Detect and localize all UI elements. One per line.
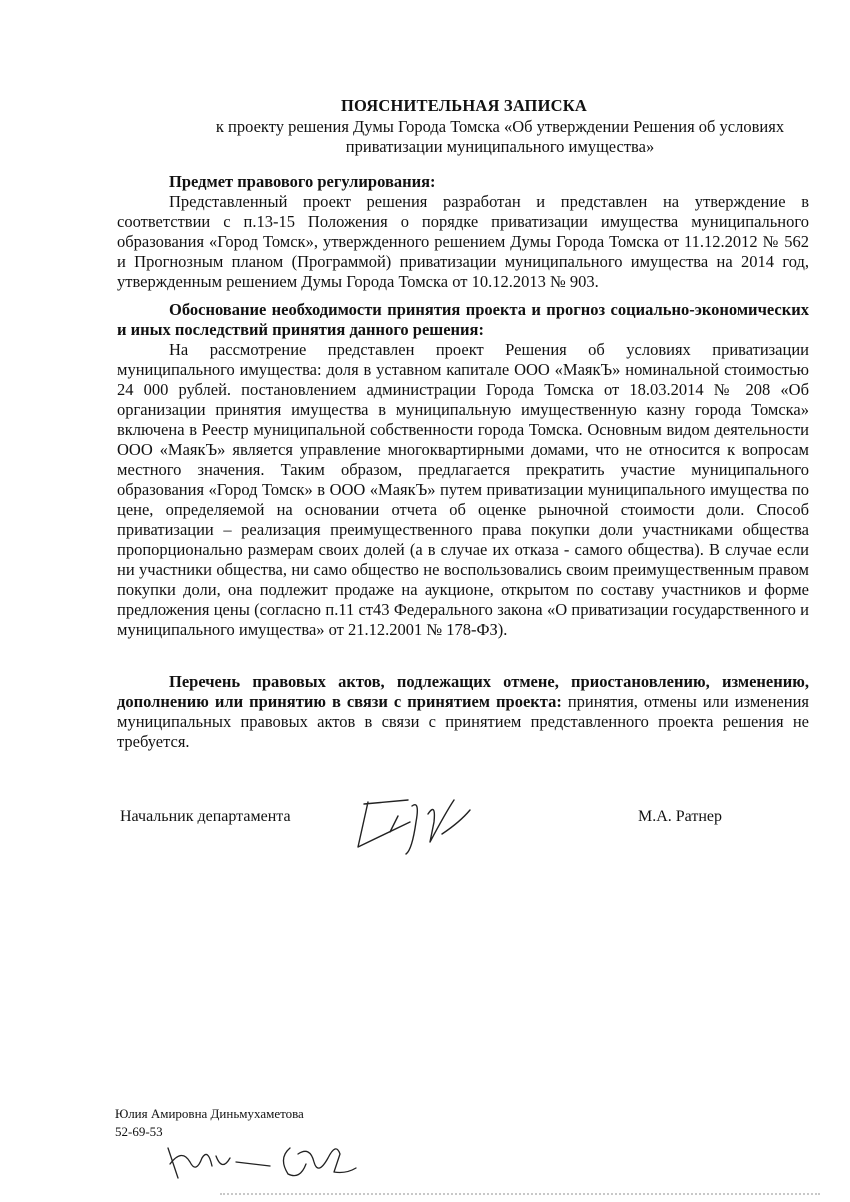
document-subtitle (150, 117, 850, 157)
section-regulation (117, 172, 809, 292)
section-justification-heading: Обоснование необходимости принятия проекта и прогноз социально-экономических и иных последствий принятия данного решения: (117, 300, 809, 339)
section-legal-acts-heading: Перечень правовых актов, подлежащих отмене, приостановлению, изменению, дополнению или принятию в связи с принятием проекта: (117, 672, 809, 711)
section-legal-acts-text: принятия, отмены или изменения муниципальных правовых актов в связи с принятием представленного проекта решения не требуется. (117, 692, 810, 751)
section-justification (117, 300, 809, 640)
section-regulation-heading: Предмет правового регулирования: (169, 172, 436, 191)
approval-initials (160, 1128, 380, 1188)
subtitle-line-2: приватизации муниципального имущества» (345, 137, 655, 156)
signature-image (350, 792, 500, 862)
section-regulation-text: Представленный проект решения разработан и представлен на утверждение в соответствии с п.13-15 Положения о порядке приватизации имущества муниципального образования «Город Томск», утвержденного решением Думы Города Томска от 11.12.2012 № 562 и Прогнозным планом (Программой) приватизации муниципального имущества на 2014 год, утвержденным решением Думы Города Томска от 10.12.2013 № 903. (117, 192, 809, 291)
signatory-name: М.А. Ратнер (638, 808, 723, 825)
signatory-position: Начальник департамента (120, 808, 291, 825)
document-title: ПОЯСНИТЕЛЬНАЯ ЗАПИСКА (340, 96, 587, 115)
executor-name: Юлия Амировна Диньмухаметова (115, 1106, 304, 1121)
subtitle-line-1: к проекту решения Думы Города Томска «Об утверждении Решения об условиях (215, 117, 785, 136)
executor-phone: 52-69-53 (115, 1124, 163, 1139)
section-justification-text: На рассмотрение представлен проект Решения об условиях приватизации муниципального имущества: доля в уставном капитале ООО «МаякЪ» номинальной стоимостью 24 000 рублей. постановлением администрации Города Томска от 18.03.2014 № 208 «Об организации принятия имущества в муниципальную имущественную казну города Томска» включена в Реестр муниципальной собственности города Томска. Основным видом деятельности ООО «МаякЪ» является управление многоквартирными домами, что не относится к вопросам местного значения. Таким образом, предлагается прекратить участие муниципального образования «Город Томск» в ООО «МаякЪ» путем приватизации муниципального имущества по цене, определяемой на основании отчета об оценке рыночной стоимости доли. Способ приватизации – реализация преимущественного права покупки доли участниками общества пропорционально размерам своих долей (а в случае их отказа - самого общества). В случае если ни участники общества, ни само общество не воспользовались своим преимущественным правом покупки доли, она подлежит продаже на аукционе, открытом по составу участников и форме предложения цены (согласно п.11 ст43 Федерального закона «О приватизации государственного и муниципального имущества» от 21.12.2001 № 178-ФЗ). (117, 340, 809, 639)
section-legal-acts-paragraph (117, 672, 809, 752)
section-legal-acts (117, 672, 809, 752)
scan-artifact-line (220, 1193, 820, 1197)
